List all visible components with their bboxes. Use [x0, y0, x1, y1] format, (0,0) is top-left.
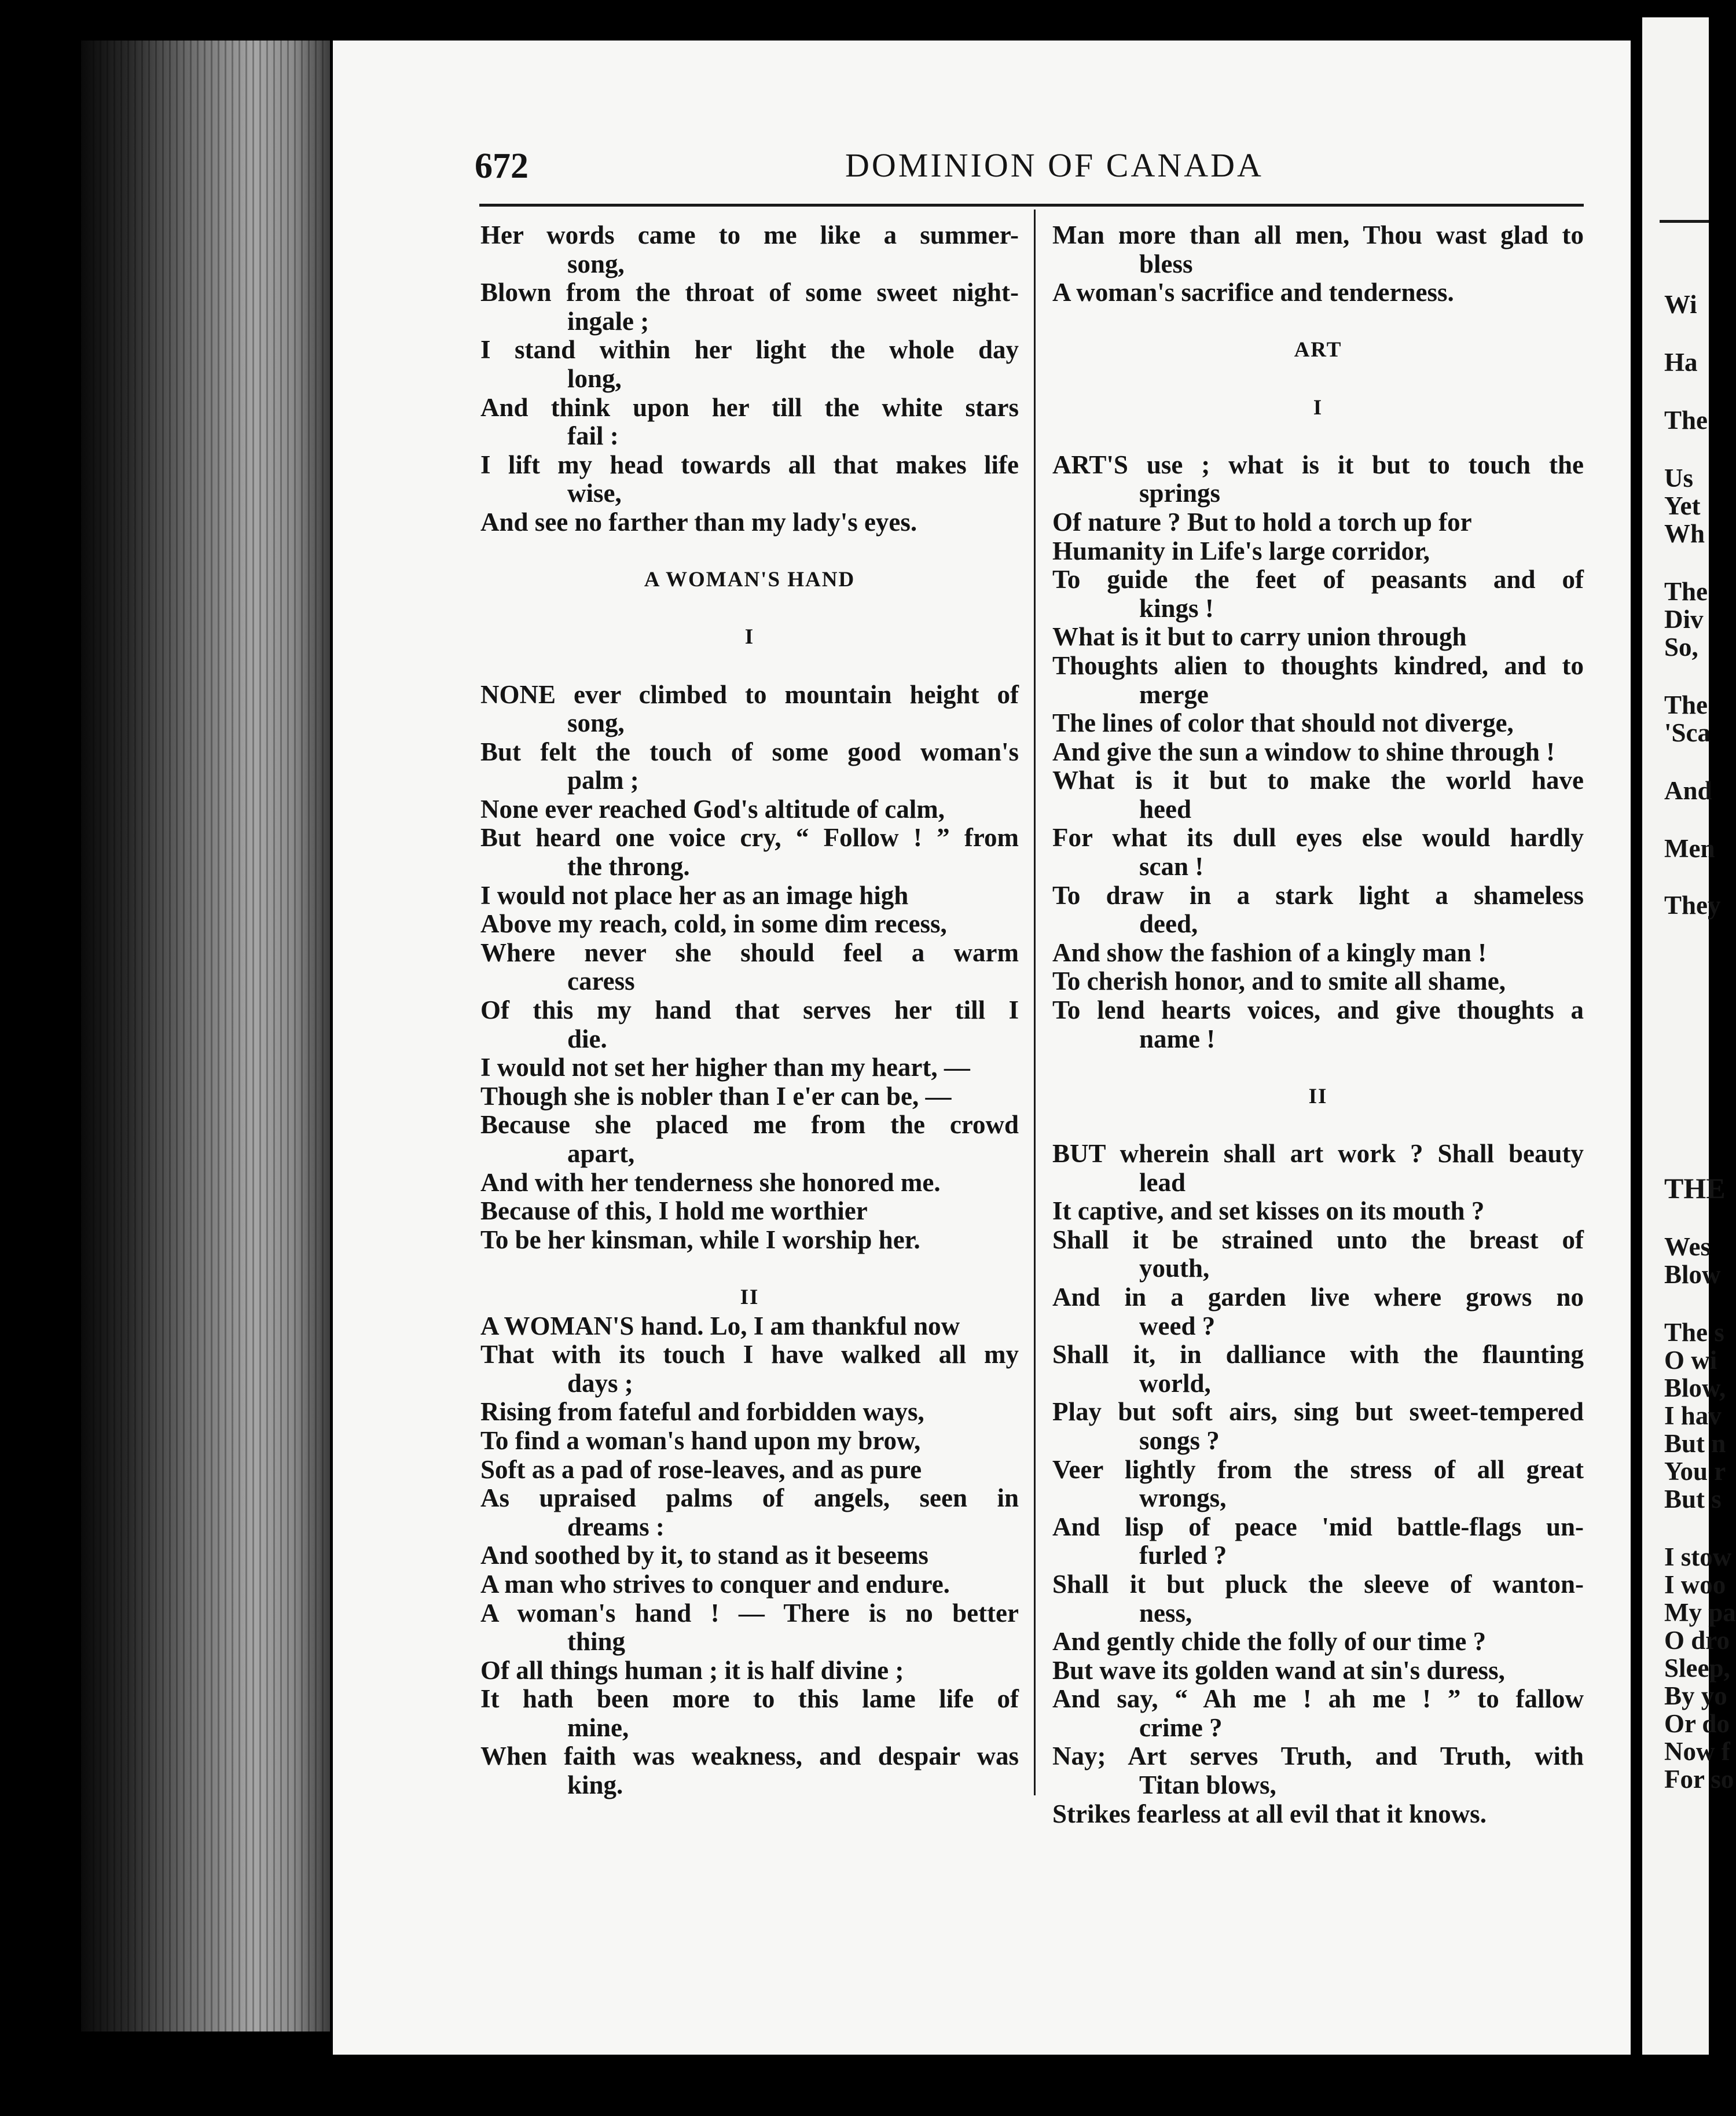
running-head: DOMINION OF CANADA — [845, 146, 1264, 184]
verse-line: To draw in a stark light a shameless — [1052, 880, 1584, 910]
verse-line: ness, — [1139, 1598, 1192, 1628]
verse-line: Humanity in Life's large corridor, — [1052, 536, 1430, 565]
verse-line: And give the sun a window to shine through ! — [1052, 737, 1555, 766]
verse-line: crime ? — [1139, 1713, 1223, 1742]
verse-line: song, — [567, 249, 625, 278]
facing-fragment: I stow — [1664, 1542, 1732, 1571]
verse-line: wrongs, — [1139, 1483, 1227, 1513]
verse-line: name ! — [1139, 1024, 1216, 1053]
section-number: I — [1313, 395, 1323, 420]
verse-line: A WOMAN'S hand. Lo, I am thankful now — [480, 1311, 960, 1340]
verse-line: Her words came to me like a summer- — [480, 221, 1019, 249]
verse-line: None ever reached God's altitude of calm, — [480, 794, 945, 824]
poem-title-womans-hand: A WOMAN'S HAND — [644, 568, 856, 592]
verse-line: And soothed by it, to stand as it beseems — [480, 1541, 928, 1570]
verse-line: deed, — [1139, 909, 1198, 939]
verse-line: A woman's hand ! — There is no better — [480, 1598, 1019, 1628]
verse-line: songs ? — [1139, 1426, 1220, 1455]
verse-line: kings ! — [1139, 593, 1214, 623]
verse-line: A woman's sacrifice and tenderness. — [1052, 278, 1454, 307]
facing-fragment: The — [1664, 690, 1708, 719]
facing-fragment: Us — [1664, 464, 1694, 493]
verse-line: Of this my hand that serves her till I — [480, 995, 1019, 1025]
facing-fragment: For so — [1664, 1765, 1734, 1794]
verse-line: king. — [567, 1770, 623, 1800]
facing-fragment: Wi — [1664, 290, 1697, 319]
verse-line: furled ? — [1139, 1541, 1227, 1570]
right-column — [1052, 221, 1584, 1828]
facing-fragment: And — [1664, 776, 1712, 805]
facing-heading-fragment: THE — [1664, 1172, 1726, 1204]
verse-line: Above my reach, cold, in some dim recess, — [480, 909, 947, 939]
verse-line: Because she placed me from the crowd — [480, 1110, 1019, 1140]
facing-fragment: Or do — [1664, 1709, 1730, 1738]
facing-fragment: O wi — [1664, 1346, 1717, 1375]
verse-line: wise, — [567, 479, 622, 508]
verse-line: ART'S use ; what is it but to touch the — [1052, 450, 1584, 479]
verse-line: lead — [1139, 1167, 1186, 1197]
verse-line: caress — [567, 967, 635, 996]
facing-fragment: Now f — [1664, 1737, 1730, 1766]
column-divider — [1034, 210, 1036, 1795]
verse-line: youth, — [1139, 1254, 1210, 1283]
verse-line: Titan blows, — [1139, 1770, 1276, 1800]
verse-line: I would not place her as an image high — [480, 880, 909, 910]
verse-line: die. — [567, 1024, 607, 1053]
verse-line: And lisp of peace 'mid battle-flags un- — [1052, 1512, 1584, 1541]
verse-line: Blown from the throat of some sweet night- — [480, 278, 1019, 307]
verse-line: dreams : — [567, 1512, 665, 1541]
verse-line: That with its touch I have walked all my — [480, 1340, 1019, 1369]
facing-fragment: But s — [1664, 1485, 1722, 1513]
verse-line: song, — [567, 708, 625, 738]
verse-line: the throng. — [567, 852, 690, 881]
facing-header-rule — [1660, 220, 1709, 223]
verse-line: And think upon her till the white stars — [480, 392, 1019, 422]
verse-line: Man more than all men, Thou wast glad to — [1052, 221, 1584, 249]
verse-line: And in a garden live where grows no — [1052, 1282, 1584, 1312]
page-edges — [93, 41, 324, 2031]
verse-line: heed — [1139, 794, 1191, 824]
verse-line: apart, — [567, 1139, 635, 1168]
verse-line: mine, — [567, 1713, 629, 1742]
facing-fragment: 'Sca — [1664, 718, 1711, 747]
facing-fragment: You r — [1664, 1457, 1726, 1486]
verse-line: For what its dull eyes else would hardly — [1052, 823, 1584, 853]
verse-line: Of all things human ; it is half divine ; — [480, 1655, 904, 1685]
verse-line: And with her tenderness she honored me. — [480, 1167, 941, 1197]
verse-line: Shall it be strained unto the breast of — [1052, 1225, 1584, 1254]
verse-line: A man who strives to conquer and endure. — [480, 1569, 950, 1599]
verse-line: springs — [1139, 479, 1221, 508]
verse-line: I stand within her light the whole day — [480, 335, 1019, 365]
verse-line: Strikes fearless at all evil that it knows. — [1052, 1799, 1487, 1828]
verse-line: But heard one voice cry, “ Follow ! ” from — [480, 823, 1019, 853]
facing-fragment: Sleep, — [1664, 1654, 1730, 1682]
verse-line: merge — [1139, 679, 1209, 709]
verse-line: Play but soft airs, sing but sweet-tempered — [1052, 1397, 1584, 1427]
verse-line: To be her kinsman, while I worship her. — [480, 1225, 920, 1254]
verse-line: world, — [1139, 1368, 1211, 1398]
facing-fragment: Men — [1664, 834, 1715, 863]
verse-line: NONE ever climbed to mountain height of — [480, 679, 1019, 709]
verse-line: To cherish honor, and to smite all shame, — [1052, 967, 1506, 996]
verse-line: And gently chide the folly of our time ? — [1052, 1627, 1487, 1656]
verse-line: Soft as a pad of rose-leaves, and as pure — [480, 1454, 922, 1484]
facing-fragment: Wes — [1664, 1232, 1711, 1261]
verse-line: And see no farther than my lady's eyes. — [480, 507, 917, 537]
facing-fragment: The s — [1664, 1318, 1724, 1347]
facing-fragment: The — [1664, 406, 1708, 435]
verse-line: What is it but to make the world have — [1052, 766, 1584, 795]
facing-fragment: So, — [1664, 633, 1698, 662]
facing-fragment: Wh — [1664, 519, 1705, 548]
verse-line: days ; — [567, 1368, 633, 1398]
verse-line: BUT wherein shall art work ? Shall beauty — [1052, 1139, 1584, 1168]
verse-line: thing — [567, 1627, 626, 1656]
verse-line: And say, “ Ah me ! ah me ! ” to fallow — [1052, 1684, 1584, 1714]
facing-fragment: I woo — [1664, 1570, 1726, 1599]
verse-line: Though she is nobler than I e'er can be, — — [480, 1081, 952, 1111]
facing-fragment: Blow, — [1664, 1373, 1726, 1402]
verse-line: scan ! — [1139, 852, 1204, 881]
page-number: 672 — [475, 146, 528, 186]
facing-fragment: I hav — [1664, 1401, 1722, 1430]
section-number: I — [744, 625, 755, 649]
verse-line: But wave its golden wand at sin's duress, — [1052, 1655, 1505, 1685]
verse-line: weed ? — [1139, 1311, 1216, 1340]
verse-line: fail : — [567, 421, 619, 451]
section-number: II — [740, 1285, 759, 1309]
verse-line: Shall it, in dalliance with the flaunting — [1052, 1340, 1584, 1369]
facing-fragment: Blow — [1664, 1260, 1721, 1289]
facing-fragment: By yo — [1664, 1681, 1727, 1710]
facing-fragment: Div — [1664, 605, 1704, 634]
section-number: II — [1308, 1084, 1328, 1108]
verse-line: As upraised palms of angels, seen in — [480, 1483, 1019, 1513]
page-header — [475, 146, 1574, 192]
verse-line: The lines of color that should not diverge, — [1052, 708, 1514, 738]
verse-line: I lift my head towards all that makes life — [480, 450, 1019, 479]
verse-line: Because of this, I hold me worthier — [480, 1196, 868, 1226]
facing-fragment: They — [1664, 891, 1721, 920]
verse-line: When faith was weakness, and despair was — [480, 1742, 1019, 1771]
verse-line: It captive, and set kisses on its mouth ? — [1052, 1196, 1485, 1226]
verse-line: Thoughts alien to thoughts kindred, and to — [1052, 651, 1584, 680]
header-rule — [479, 204, 1584, 207]
verse-line: To lend hearts voices, and give thoughts a — [1052, 995, 1584, 1025]
verse-line: Of nature ? But to hold a torch up for — [1052, 507, 1472, 537]
verse-line: What is it but to carry union through — [1052, 622, 1467, 652]
left-column — [480, 221, 1019, 1800]
verse-line: Shall it but pluck the sleeve of wanton- — [1052, 1569, 1584, 1599]
verse-line: But felt the touch of some good woman's — [480, 737, 1019, 766]
verse-line: long, — [567, 363, 622, 393]
verse-line: palm ; — [567, 766, 639, 795]
verse-line: To find a woman's hand upon my brow, — [480, 1426, 921, 1455]
facing-fragment: But n — [1664, 1429, 1726, 1458]
verse-line: Rising from fateful and forbidden ways, — [480, 1397, 924, 1427]
facing-fragment: Ha — [1664, 348, 1698, 377]
verse-line: Veer lightly from the stress of all great — [1052, 1454, 1584, 1484]
verse-line: I would not set her higher than my heart, — — [480, 1053, 970, 1082]
facing-fragment: The — [1664, 577, 1708, 606]
verse-line: Where never she should feel a warm — [480, 938, 1019, 967]
verse-line: And show the fashion of a kingly man ! — [1052, 938, 1487, 967]
facing-fragment: O dro — [1664, 1626, 1730, 1655]
poem-title-art: ART — [1294, 338, 1342, 362]
verse-line: Nay; Art serves Truth, and Truth, with — [1052, 1742, 1584, 1771]
verse-line: To guide the feet of peasants and of — [1052, 565, 1584, 594]
facing-fragment: Yet — [1664, 491, 1701, 520]
facing-fragment: My pa — [1664, 1598, 1736, 1627]
verse-line: It hath been more to this lame life of — [480, 1684, 1019, 1714]
verse-line: ingale ; — [567, 306, 649, 336]
verse-line: bless — [1139, 249, 1193, 278]
